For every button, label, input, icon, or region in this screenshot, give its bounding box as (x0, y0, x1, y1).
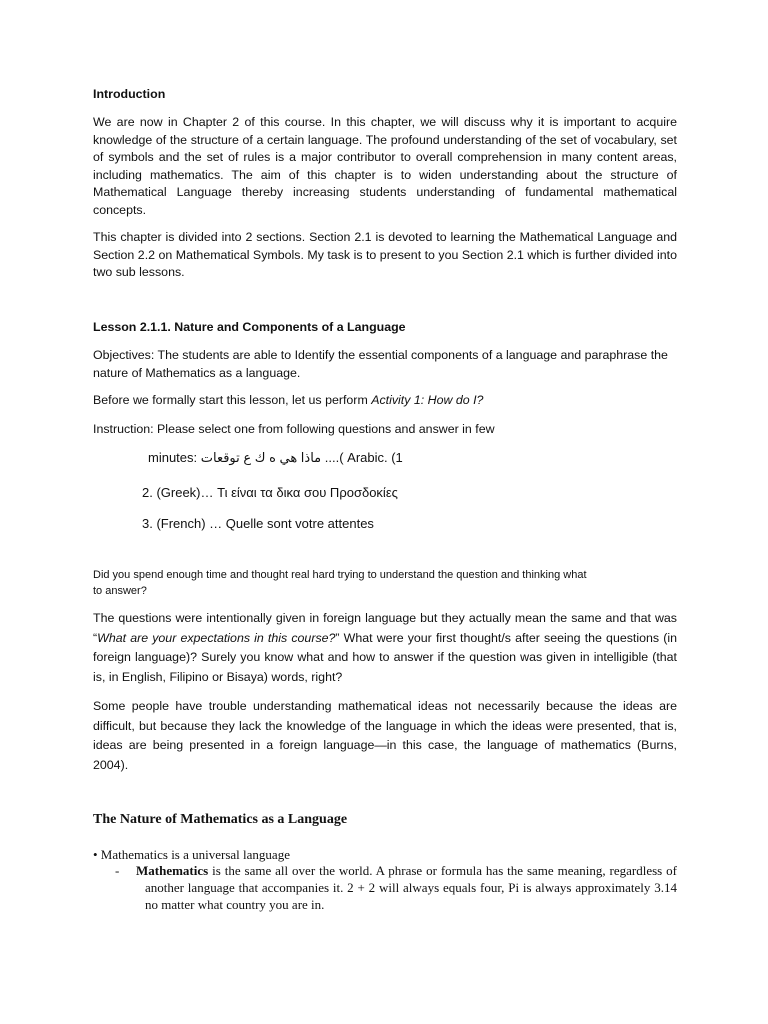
reflection-p1-start: The questions were intentionally given in foreign language but they actually mean the same and that was “ (93, 611, 677, 645)
lesson-heading: Lesson 2.1.1. Nature and Components of a Language (93, 320, 406, 334)
question-3-french: 3. (French) … Quelle sont votre attentes (142, 516, 374, 531)
expectations-question: What are your expectations in this course? (97, 630, 336, 645)
introduction-paragraph-1: We are now in Chapter 2 of this course. In this chapter, we will discuss why it is important to acquire knowledge of the structure of a certain language. The profound understanding of the set of vocabulary, set of symbols and the set of rules is a major contributor to overall comprehension in many content areas, including mathematics. The aim of this chapter is to widen understanding about the structure of Mathematical Language thereby increasing students understanding of fundamental mathematical concepts. (93, 115, 677, 217)
nature-bullet: • Mathematics is a universal language (93, 847, 290, 862)
activity-intro (93, 392, 677, 410)
sub-bullet-dash: - (115, 863, 120, 878)
reflection-question-line-1: Did you spend enough time and thought real hard trying to understand the question and thinking what (93, 569, 587, 581)
question-1-arabic (148, 449, 403, 467)
activity-name: Activity 1: How do I? (371, 393, 484, 407)
objectives-paragraph: Objectives: The students are able to Identify the essential components of a language and paraphrase the nature of Mathematics as a language. (93, 348, 668, 380)
instruction-line: Instruction: Please select one from following questions and answer in few (93, 422, 495, 436)
nature-heading: The Nature of Mathematics as a Language (93, 812, 348, 827)
introduction-paragraph-2: This chapter is divided into 2 sections. Section 2.1 is devoted to learning the Mathematical Language and Section 2.2 on Mathematical Symbols. My task is to present to you Section 2.1 which is further divided into two sub lessons. (93, 230, 677, 279)
introduction-heading: Introduction (93, 87, 166, 101)
reflection-p1-end: ” What were your first thought/s after seeing the questions (in foreign language)? Surely you know what and how to answer if the question was given in intelligible (that is, in English, Filipino or Bisaya) words, right? (93, 630, 677, 684)
reflection-paragraph-2: Some people have trouble understanding mathematical ideas not necessarily because the ideas are difficult, but because they lack the knowledge of the language in which the ideas were presented, that is, ideas are being presented in a foreign language—in this case, the language of mathematics (Burns, 2004). (93, 699, 677, 772)
reflection-question-line-2: to answer? (93, 585, 147, 597)
nature-sub-text: is the same all over the world. A phrase or formula has the same meaning, regardless of another language that accompanies it. 2 + 2 will always equals four, Pi is always approximately 3.14 no matter what country you are in. (145, 863, 677, 912)
reflection-paragraph-1 (93, 609, 677, 687)
question-2-greek: 2. (Greek)… Τι είναι τα δικα σου Προσδοκίες (142, 485, 398, 500)
mathematics-term: Mathematics (136, 863, 209, 878)
nature-sub-bullet (136, 862, 677, 913)
activity-prefix: Before we formally start this lesson, let us perform (93, 393, 372, 407)
question-1-prefix: minutes: (148, 450, 201, 465)
question-1-suffix: ....( Arabic. (1 (324, 450, 403, 465)
question-1-arabic-text: ماذا هي ه ك ع توقعات (200, 450, 322, 465)
